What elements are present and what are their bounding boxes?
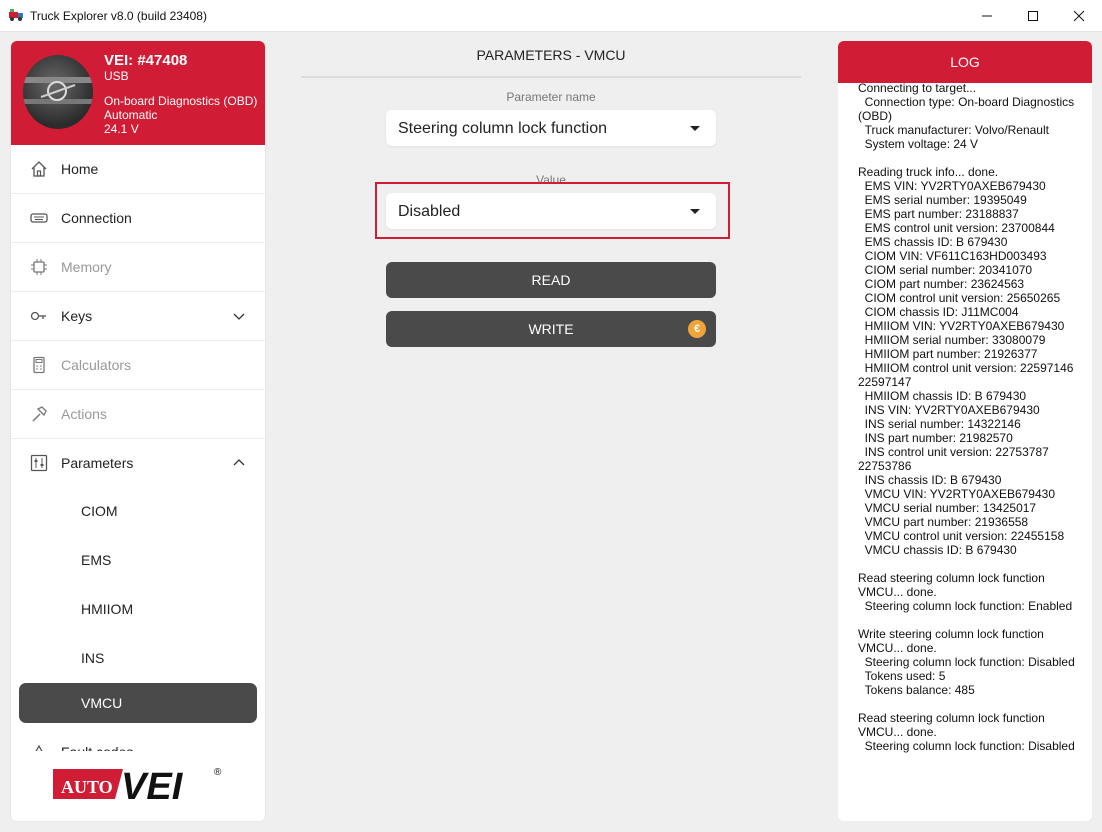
- log-line: EMS control unit version: 23700844: [858, 221, 1055, 235]
- value-highlight-frame: [375, 182, 730, 239]
- log-line: CIOM part number: 23624563: [858, 277, 1025, 291]
- device-selection: Automatic: [104, 108, 158, 122]
- sidebar-subitem-ins[interactable]: [11, 634, 265, 683]
- log-content[interactable]: [858, 81, 1084, 821]
- close-button[interactable]: [1056, 0, 1102, 31]
- log-spacer: [858, 697, 1084, 711]
- logo-graphic: [11, 751, 265, 821]
- log-line: EMS chassis ID: B 679430: [858, 235, 1008, 249]
- sidebar-item-home[interactable]: [11, 145, 265, 194]
- log-line: INS part number: 21982570: [858, 431, 1013, 445]
- write-button-label: WRITE: [528, 321, 574, 337]
- device-card[interactable]: [11, 41, 265, 145]
- sidebar-subitem-label: CIOM: [81, 503, 118, 519]
- chevron-down-icon: [232, 309, 246, 323]
- log-line: VMCU chassis ID: B 679430: [858, 543, 1017, 557]
- log-line: CIOM control unit version: 25650265: [858, 291, 1061, 305]
- logo-registered-mark: ®: [214, 767, 222, 778]
- calculator-icon: [30, 356, 48, 374]
- key-icon: [30, 307, 48, 325]
- sidebar-item-memory[interactable]: [11, 243, 265, 292]
- logo-vei-text: VEI: [121, 766, 183, 808]
- sliders-icon: [30, 454, 48, 472]
- log-line: Steering column lock function: Disabled: [858, 655, 1075, 669]
- log-line: VMCU serial number: 13425017: [858, 501, 1037, 515]
- sidebar-subitem-label: EMS: [81, 552, 112, 568]
- parameter-name-value: Steering column lock function: [398, 120, 607, 137]
- sidebar-item-connection[interactable]: [11, 194, 265, 243]
- window-title: Truck Explorer v8.0 (build 23408): [30, 9, 207, 23]
- close-icon: [1073, 10, 1085, 22]
- log-spacer: [858, 151, 1084, 165]
- sidebar-item-label: Keys: [61, 308, 93, 324]
- sidebar-subitem-ciom[interactable]: [11, 487, 265, 536]
- log-line: CIOM VIN: VF611C163HD003493: [858, 249, 1047, 263]
- maximize-button[interactable]: [1010, 0, 1056, 31]
- log-line: HMIIOM serial number: 33080079: [858, 333, 1046, 347]
- log-line: Reading truck info... done.: [858, 165, 999, 179]
- log-line: HMIIOM chassis ID: B 679430: [858, 389, 1027, 403]
- log-line: VMCU control unit version: 22455158: [858, 529, 1065, 543]
- sidebar-subitem-label: INS: [81, 650, 105, 666]
- log-line: INS control unit version: 22753787 22753786: [858, 445, 1053, 473]
- log-line: HMIIOM VIN: YV2RTY0AXEB679430: [858, 319, 1065, 333]
- log-spacer: [858, 557, 1084, 571]
- read-button[interactable]: [386, 262, 716, 298]
- log-line: HMIIOM part number: 21926377: [858, 347, 1038, 361]
- device-connection: USB: [104, 69, 129, 83]
- sidebar-subitem-vmcu[interactable]: [19, 683, 257, 723]
- sidebar-item-label: Home: [61, 161, 99, 177]
- title-bar: [0, 0, 1102, 32]
- maximize-icon: [1027, 10, 1039, 22]
- log-line: CIOM serial number: 20341070: [858, 263, 1033, 277]
- log-line: VMCU part number: 21936558: [858, 515, 1029, 529]
- minimize-button[interactable]: [964, 0, 1010, 31]
- log-line: VMCU VIN: YV2RTY0AXEB679430: [858, 487, 1055, 501]
- log-line: EMS part number: 23188837: [858, 207, 1019, 221]
- page-title: PARAMETERS - VMCU: [476, 47, 626, 63]
- sidebar-item-keys[interactable]: [11, 292, 265, 341]
- log-line: Tokens used: 5: [858, 669, 946, 683]
- sidebar-item-label: Actions: [61, 406, 107, 422]
- device-mode: On-board Diagnostics (OBD): [104, 94, 258, 108]
- caret-down-icon: [690, 126, 700, 131]
- sidebar-subitem-hmiiom[interactable]: [11, 585, 265, 634]
- log-line: Write steering column lock function VMCU... done.: [858, 627, 1048, 655]
- log-line: Read steering column lock function VMCU... done.: [858, 571, 1049, 599]
- minimize-icon: [981, 10, 993, 22]
- log-line: HMIIOM control unit version: 22597146 22597147: [858, 361, 1077, 389]
- log-line: CIOM chassis ID: J11MC004: [858, 305, 1019, 319]
- app-icon: [8, 8, 24, 22]
- chevron-up-icon: [232, 456, 246, 470]
- autovei-logo: [11, 751, 265, 821]
- log-line: Steering column lock function: Enabled: [858, 599, 1073, 613]
- chip-icon: [30, 258, 48, 276]
- log-line: EMS VIN: YV2RTY0AXEB679430: [858, 179, 1046, 193]
- parameter-name-label: Parameter name: [506, 90, 596, 104]
- log-line: Connecting to target...: [858, 81, 977, 95]
- device-id: VEI: #47408: [104, 52, 188, 69]
- log-spacer: [858, 613, 1084, 627]
- sidebar-item-label: Memory: [61, 259, 112, 275]
- log-line: Truck manufacturer: Volvo/Renault: [858, 123, 1049, 137]
- log-line: Read steering column lock function VMCU... done.: [858, 711, 1049, 739]
- read-button-label: READ: [531, 272, 571, 288]
- parameter-name-select[interactable]: [386, 110, 716, 146]
- sidebar-item-actions[interactable]: [11, 390, 265, 439]
- log-line: INS VIN: YV2RTY0AXEB679430: [858, 403, 1040, 417]
- log-line: INS chassis ID: B 679430: [858, 473, 1002, 487]
- value-label: Value: [536, 173, 566, 187]
- sidebar-subitem-ems[interactable]: [11, 536, 265, 585]
- log-line: INS serial number: 14322146: [858, 417, 1021, 431]
- sidebar-nav: [11, 145, 265, 762]
- title-divider: [301, 76, 801, 78]
- value-selected: Disabled: [398, 203, 461, 220]
- truck-grille-icon: [23, 55, 93, 129]
- write-button[interactable]: [386, 311, 716, 347]
- sidebar-subitem-label: HMIIOM: [81, 601, 134, 617]
- token-coin-icon: €: [688, 320, 706, 338]
- sidebar-item-label: Connection: [61, 210, 132, 226]
- connector-icon: [30, 209, 48, 227]
- sidebar-item-label: Calculators: [61, 357, 132, 373]
- device-image: [23, 55, 93, 129]
- sidebar-subitem-label: VMCU: [81, 695, 123, 711]
- sidebar-item-calculators[interactable]: [11, 341, 265, 390]
- sidebar-item-parameters[interactable]: [11, 439, 265, 487]
- log-line: System voltage: 24 V: [858, 137, 979, 151]
- logo-auto-text: AUTO: [61, 777, 113, 797]
- left-panel: [11, 41, 265, 821]
- sidebar-item-label: Parameters: [61, 455, 134, 471]
- log-panel: [838, 41, 1092, 821]
- home-icon: [30, 160, 48, 178]
- log-line: Steering column lock function: Disabled: [858, 739, 1075, 753]
- log-line: EMS serial number: 19395049: [858, 193, 1027, 207]
- hammer-icon: [30, 405, 48, 423]
- log-line: Connection type: On-board Diagnostics (OBD): [858, 95, 1078, 123]
- log-header: LOG: [838, 41, 1092, 83]
- device-voltage: 24.1 V: [104, 122, 139, 136]
- log-line: Tokens balance: 485: [858, 683, 975, 697]
